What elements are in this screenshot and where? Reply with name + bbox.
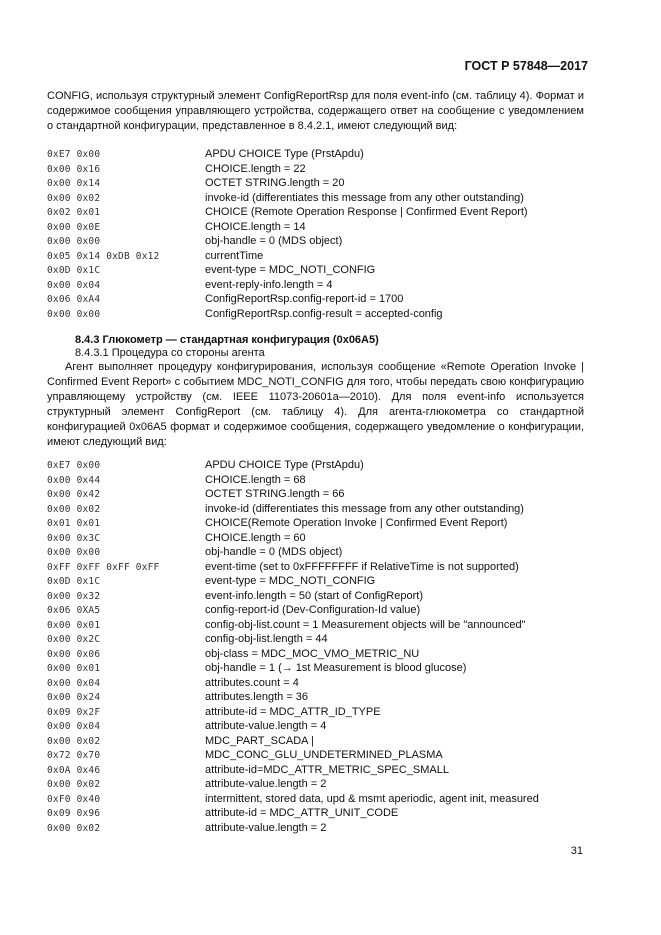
hex-bytes: 0x72 0x70	[47, 750, 101, 761]
field-description: obj-handle = 1 (→ 1st Measurement is blood glucose)	[205, 662, 467, 674]
hex-bytes: 0x00 0x2C	[47, 634, 101, 645]
hex-bytes: 0xF0 0x40	[47, 793, 101, 805]
hex-bytes: 0x00 0x3C	[47, 532, 101, 544]
field-description: attribute-value.length = 2	[205, 778, 327, 790]
hex-bytes: 0x00 0x04	[47, 279, 101, 291]
field-description: CHOICE.length = 60	[205, 531, 306, 544]
field-description: MDC_PART_SCADA |	[205, 734, 314, 747]
field-description: OCTET STRING.length = 66	[205, 488, 345, 500]
field-description: CHOICE.length = 14	[205, 220, 306, 233]
field-description: obj-class = MDC_MOC_VMO_METRIC_NU	[205, 647, 420, 660]
field-description: invoke-id (differentiates this message from any other outstanding)	[205, 191, 524, 204]
hex-bytes: 0x00 0x42	[47, 489, 101, 500]
hex-bytes: 0x0D 0x1C	[47, 576, 101, 587]
field-description: attributes.length = 36	[205, 691, 309, 703]
hex-bytes: 0x02 0x01	[47, 207, 101, 218]
field-description: attribute-id = MDC_ATTR_ID_TYPE	[205, 705, 381, 718]
field-description: CHOICE (Remote Operation Response | Confirmed Event Report)	[205, 206, 528, 218]
hex-bytes: 0x06 0xA4	[47, 294, 101, 305]
field-description: attribute-value.length = 4	[205, 720, 327, 732]
hex-bytes: 0x0A 0x46	[47, 764, 101, 776]
field-description: attribute-id = MDC_ATTR_UNIT_CODE	[205, 807, 399, 819]
hex-bytes: 0x00 0x44	[47, 474, 101, 486]
hex-bytes: 0x0D 0x1C	[47, 265, 101, 276]
hex-bytes: 0x00 0x24	[47, 692, 101, 703]
page-number: 31	[570, 845, 583, 857]
hex-bytes: 0x00 0x02	[47, 735, 101, 747]
hex-bytes: 0x00 0x02	[47, 503, 101, 515]
field-description: obj-handle = 0 (MDS object)	[205, 546, 343, 558]
hex-bytes: 0x00 0x02	[47, 822, 101, 834]
field-description: event-type = MDC_NOTI_CONFIG	[205, 575, 376, 587]
hex-bytes: 0x00 0x0E	[47, 221, 101, 233]
field-description: attribute-value.length = 2	[205, 821, 327, 834]
field-description: CHOICE.length = 22	[205, 162, 306, 175]
field-description: obj-handle = 0 (MDS object)	[205, 235, 343, 247]
hex-bytes: 0x01 0x01	[47, 518, 101, 529]
hex-bytes: 0x05 0x14 0xDB 0x12	[47, 250, 160, 262]
subsection-title: 8.4.3.1 Процедура со стороны агента	[75, 347, 265, 359]
field-description: currentTime	[205, 249, 264, 262]
hex-bytes: 0xE7 0x00	[47, 149, 101, 160]
hex-bytes: 0x00 0x14	[47, 178, 101, 189]
hex-bytes: 0x00 0x04	[47, 677, 101, 689]
hex-bytes: 0xFF 0xFF 0xFF 0xFF	[47, 561, 160, 573]
field-description: CHOICE(Remote Operation Invoke | Confirmed Event Report)	[205, 517, 508, 529]
field-description: attribute-id=MDC_ATTR_METRIC_SPEC_SMALL	[205, 763, 450, 776]
field-description: CHOICE.length = 68	[205, 473, 306, 486]
field-description: invoke-id (differentiates this message from any other outstanding)	[205, 502, 524, 515]
intro-paragraph: CONFIG, используя структурный элемент ConfigReportRsp для поля event-info (см. таблицу 4). Формат и содержимое сообщения управляющего устройства, содержащего ответ на сообщение с уведомлением о стандартной конфигурации, представленное в 8.4.2.1, имеют следующий вид:	[47, 90, 584, 132]
hex-bytes: 0xE7 0x00	[47, 460, 101, 471]
field-description: event-info.length = 50 (start of ConfigReport)	[205, 589, 423, 602]
hex-bytes: 0x00 0x32	[47, 590, 101, 602]
field-description: config-obj-list.count = 1 Measurement objects will be "announced"	[205, 618, 526, 631]
hex-bytes: 0x06 0XA5	[47, 605, 101, 616]
hex-bytes: 0x00 0x04	[47, 721, 101, 732]
field-description: event-reply-info.length = 4	[205, 278, 333, 291]
field-description: event-type = MDC_NOTI_CONFIG	[205, 264, 376, 276]
hex-bytes: 0x00 0x16	[47, 163, 101, 175]
hex-bytes: 0x00 0x02	[47, 192, 101, 204]
field-description: config-report-id (Dev-Configuration-Id value)	[205, 604, 421, 616]
field-description: config-obj-list.length = 44	[205, 633, 328, 645]
hex-bytes: 0x00 0x01	[47, 663, 101, 674]
field-description: MDC_CONC_GLU_UNDETERMINED_PLASMA	[205, 749, 443, 761]
hex-bytes: 0x00 0x02	[47, 779, 101, 790]
agent-procedure-paragraph: Агент выполняет процедуру конфигурирования, используя сообщение «Remote Operation Invoke | Confirmed Event Report» с событием MDC_NOTI_CONFIG для того, чтобы передать свою конфигурацию управляющему устройству (см. IEEE 11073-20601a—2010). Для поля event-info используется структурный элемент ConfigReport (см. таблицу 4). Для агента-глюкометра со стандартной конфигурацией 0x06A5 формат и содержимое сообщения, содержащего уведомление о конфигурации, имеют следующий вид:	[47, 361, 584, 448]
hex-bytes: 0x00 0x00	[47, 236, 101, 247]
field-description: ConfigReportRsp.config-report-id = 1700	[205, 293, 404, 305]
field-description: intermittent, stored data, upd & msmt aperiodic, agent init, measured	[205, 792, 539, 805]
field-description: ConfigReportRsp.config-result = accepted-config	[205, 307, 443, 320]
document-standard-header: ГОСТ Р 57848—2017	[464, 59, 588, 73]
field-description: APDU CHOICE Type (PrstApdu)	[205, 148, 364, 160]
field-description: APDU CHOICE Type (PrstApdu)	[205, 459, 364, 471]
hex-bytes: 0x00 0x06	[47, 648, 101, 660]
section-title: 8.4.3 Глюкометр — стандартная конфигурация (0x06A5)	[75, 334, 379, 346]
field-description: OCTET STRING.length = 20	[205, 177, 345, 189]
hex-bytes: 0x09 0x2F	[47, 706, 101, 718]
hex-bytes: 0x09 0x96	[47, 808, 101, 819]
hex-bytes: 0x00 0x00	[47, 547, 101, 558]
field-description: event-time (set to 0xFFFFFFFF if RelativeTime is not supported)	[205, 560, 519, 573]
hex-bytes: 0x00 0x00	[47, 308, 101, 320]
field-description: attributes.count = 4	[205, 676, 299, 689]
hex-bytes: 0x00 0x01	[47, 619, 101, 631]
